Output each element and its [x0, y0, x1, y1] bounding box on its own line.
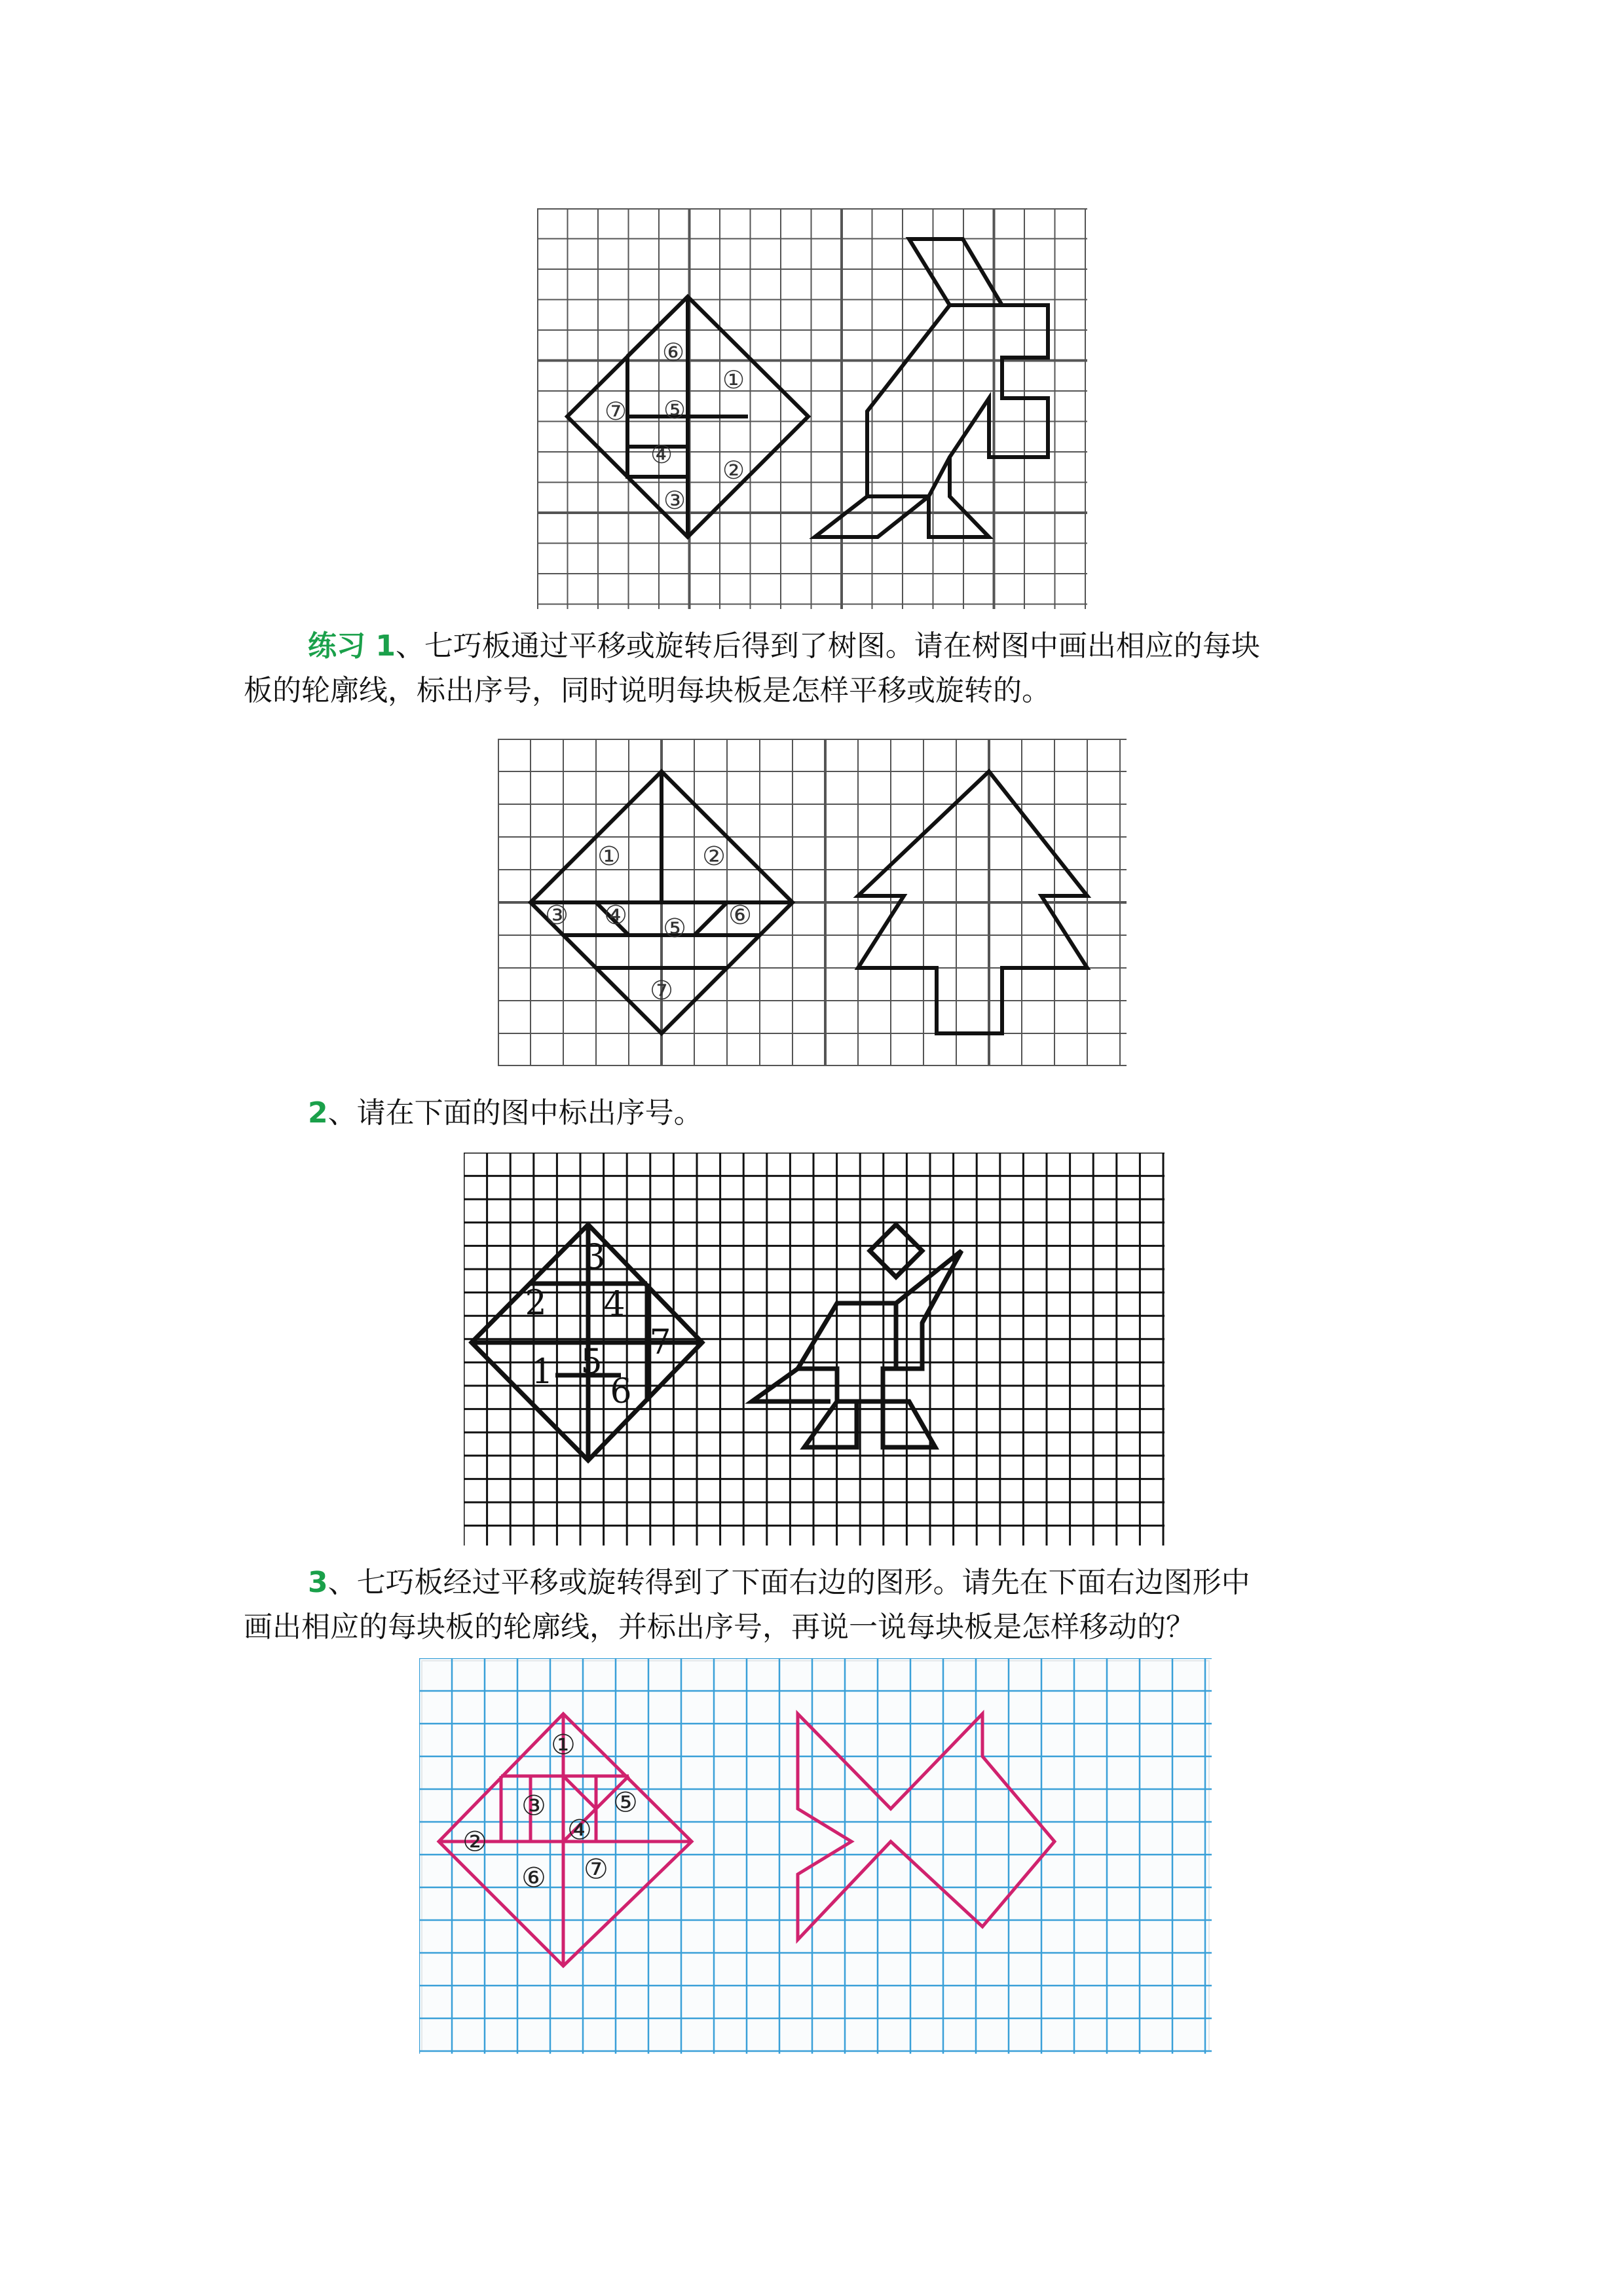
piece-number-label: ④: [650, 440, 673, 469]
exercise3-line1: 3、七巧板经过平移或旋转得到了下面右边的图形。请先在下面右边图形中: [308, 1566, 1250, 1599]
piece-number-label: ①: [597, 842, 621, 872]
piece-number-label: ③: [521, 1789, 546, 1822]
piece-number-label: 7: [649, 1323, 671, 1362]
piece-number-label: ⑤: [663, 914, 686, 944]
piece-number-label: ③: [545, 900, 569, 931]
exercise3-line2: 画出相应的每块板的轮廓线，并标出序号，再说一说每块板是怎样移动的？: [244, 1610, 1195, 1644]
piece-number-label: 3: [584, 1238, 606, 1277]
piece-number-label: ⑦: [604, 397, 627, 426]
exercise1-number: 练习 1: [308, 629, 396, 663]
figure-fish-tangram: [419, 1658, 1212, 2054]
exercise1-line2: 板的轮廓线，标出序号，同时说明每块板是怎样平移或旋转的。: [244, 674, 1051, 707]
bird-inner-lines: [867, 305, 1002, 496]
piece-number-label: 6: [610, 1372, 632, 1411]
piece-number-label: 1: [531, 1352, 553, 1392]
piece-number-label: ⑥: [521, 1861, 546, 1894]
piece-number-label: ⑥: [662, 338, 685, 367]
piece-number-label: 2: [525, 1284, 547, 1323]
piece-number-label: ③: [663, 486, 686, 515]
exercise3-number: 3: [308, 1566, 328, 1599]
piece-number-label: 5: [580, 1342, 603, 1382]
exercise2-number: 2: [308, 1096, 328, 1130]
figure-person-tangram: [464, 1153, 1165, 1546]
piece-number-label: ⑤: [613, 1786, 638, 1819]
square-inner-lines: [627, 297, 748, 537]
person-body: [798, 1251, 961, 1401]
piece-number-label: ④: [604, 900, 627, 931]
exercise1-line1: 练习 1、七巧板通过平移或旋转后得到了树图。请在树图中画出相应的每块: [308, 629, 1260, 663]
piece-number-label: ②: [462, 1825, 487, 1858]
exercise2-line: 2、请在下面的图中标出序号。: [308, 1096, 703, 1130]
piece-number-label: ⑦: [650, 976, 673, 1006]
piece-number-label: ②: [722, 456, 745, 485]
figure-tree-tangram: [498, 739, 1127, 1066]
piece-number-label: ①: [551, 1728, 576, 1761]
piece-number-label: ④: [567, 1813, 592, 1846]
piece-number-label: 4: [603, 1285, 625, 1324]
piece-number-label: ①: [722, 365, 745, 394]
piece-number-label: ②: [702, 842, 726, 872]
figure-bird-tangram: [537, 208, 1087, 609]
piece-number-label: ⑥: [728, 900, 752, 931]
piece-number-label: ⑦: [584, 1853, 608, 1885]
piece-number-label: ⑤: [663, 396, 686, 424]
